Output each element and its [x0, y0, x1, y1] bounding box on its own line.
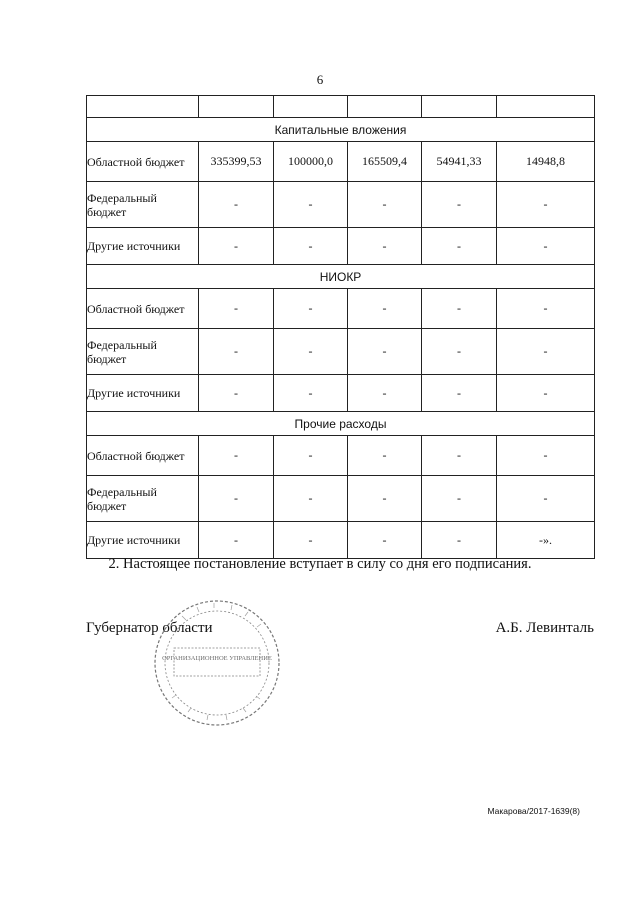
signer-name: А.Б. Левинталь [495, 620, 594, 636]
table-cell: - [199, 329, 274, 375]
table-cell: - [274, 522, 348, 559]
table-cell: - [348, 375, 422, 412]
table-cell: - [199, 289, 274, 329]
table-cell: - [422, 329, 497, 375]
table-cell: - [199, 522, 274, 559]
table-cell: - [199, 375, 274, 412]
row-label: Федеральный бюджет [87, 329, 199, 375]
page-number: 6 [316, 72, 324, 87]
table-cell: 165509,4 [348, 142, 422, 182]
table-row [87, 182, 595, 228]
table-cell: 335399,53 [199, 142, 274, 182]
table-row [87, 289, 595, 329]
table-row [87, 329, 595, 375]
signer-title: Губернатор области [86, 620, 213, 636]
row-label: Другие источники [87, 228, 199, 265]
closing-clause: 2. Настоящее постановление вступает в силу со дня его подписания. [108, 556, 532, 572]
section-title: Прочие расходы [87, 412, 595, 436]
table-cell: - [199, 228, 274, 265]
funding-table [86, 95, 595, 559]
table-cell: - [348, 436, 422, 476]
table-cell: 100000,0 [274, 142, 348, 182]
table-cell: - [274, 182, 348, 228]
table-cell: - [274, 329, 348, 375]
seal-text: ОРГАНИЗАЦИОННОЕ УПРАВЛЕНИЕ [162, 655, 272, 662]
table-cell [274, 96, 348, 118]
table-cell: - [348, 329, 422, 375]
table-cell: - [422, 375, 497, 412]
table-cell: - [199, 182, 274, 228]
section-row [87, 265, 595, 289]
table-cell: - [422, 476, 497, 522]
table-cell: - [348, 289, 422, 329]
table-cell: - [422, 228, 497, 265]
row-label: Федеральный бюджет [87, 182, 199, 228]
table-cell: - [274, 476, 348, 522]
table-cell [348, 96, 422, 118]
table-cell [422, 96, 497, 118]
table-row [87, 522, 595, 559]
table-row [87, 476, 595, 522]
table-cell: - [497, 476, 595, 522]
official-seal-icon [152, 598, 282, 728]
table-cell: -». [497, 522, 595, 559]
row-label: Другие источники [87, 375, 199, 412]
table-cell [87, 96, 199, 118]
row-label: Федеральный бюджет [87, 476, 199, 522]
table-cell: - [497, 289, 595, 329]
row-label: Областной бюджет [87, 289, 199, 329]
table-cell: - [422, 436, 497, 476]
table-cell: - [422, 522, 497, 559]
table-cell: - [274, 436, 348, 476]
row-label: Областной бюджет [87, 142, 199, 182]
section-title: Капитальные вложения [87, 118, 595, 142]
table-cell: - [274, 228, 348, 265]
table-cell: - [422, 182, 497, 228]
table-cell: - [497, 375, 595, 412]
table-header-row [87, 96, 595, 118]
table-cell: - [274, 375, 348, 412]
table-row [87, 142, 595, 182]
table-cell: - [497, 436, 595, 476]
document-reference: Макарова/2017-1639(8) [487, 806, 580, 816]
section-row [87, 118, 595, 142]
table-cell: - [497, 329, 595, 375]
table-cell: - [348, 182, 422, 228]
table-cell: - [348, 522, 422, 559]
table-cell: - [348, 476, 422, 522]
table-row [87, 436, 595, 476]
row-label: Областной бюджет [87, 436, 199, 476]
table-cell: - [497, 228, 595, 265]
table-row [87, 375, 595, 412]
table-cell: - [348, 228, 422, 265]
table-cell: - [497, 182, 595, 228]
table-cell: - [274, 289, 348, 329]
table-row [87, 228, 595, 265]
table-cell: - [199, 436, 274, 476]
row-label: Другие источники [87, 522, 199, 559]
table-cell: 54941,33 [422, 142, 497, 182]
table-cell: 14948,8 [497, 142, 595, 182]
table-cell: - [199, 476, 274, 522]
table-cell [497, 96, 595, 118]
section-row [87, 412, 595, 436]
table-cell [199, 96, 274, 118]
table-cell: - [422, 289, 497, 329]
section-title: НИОКР [87, 265, 595, 289]
